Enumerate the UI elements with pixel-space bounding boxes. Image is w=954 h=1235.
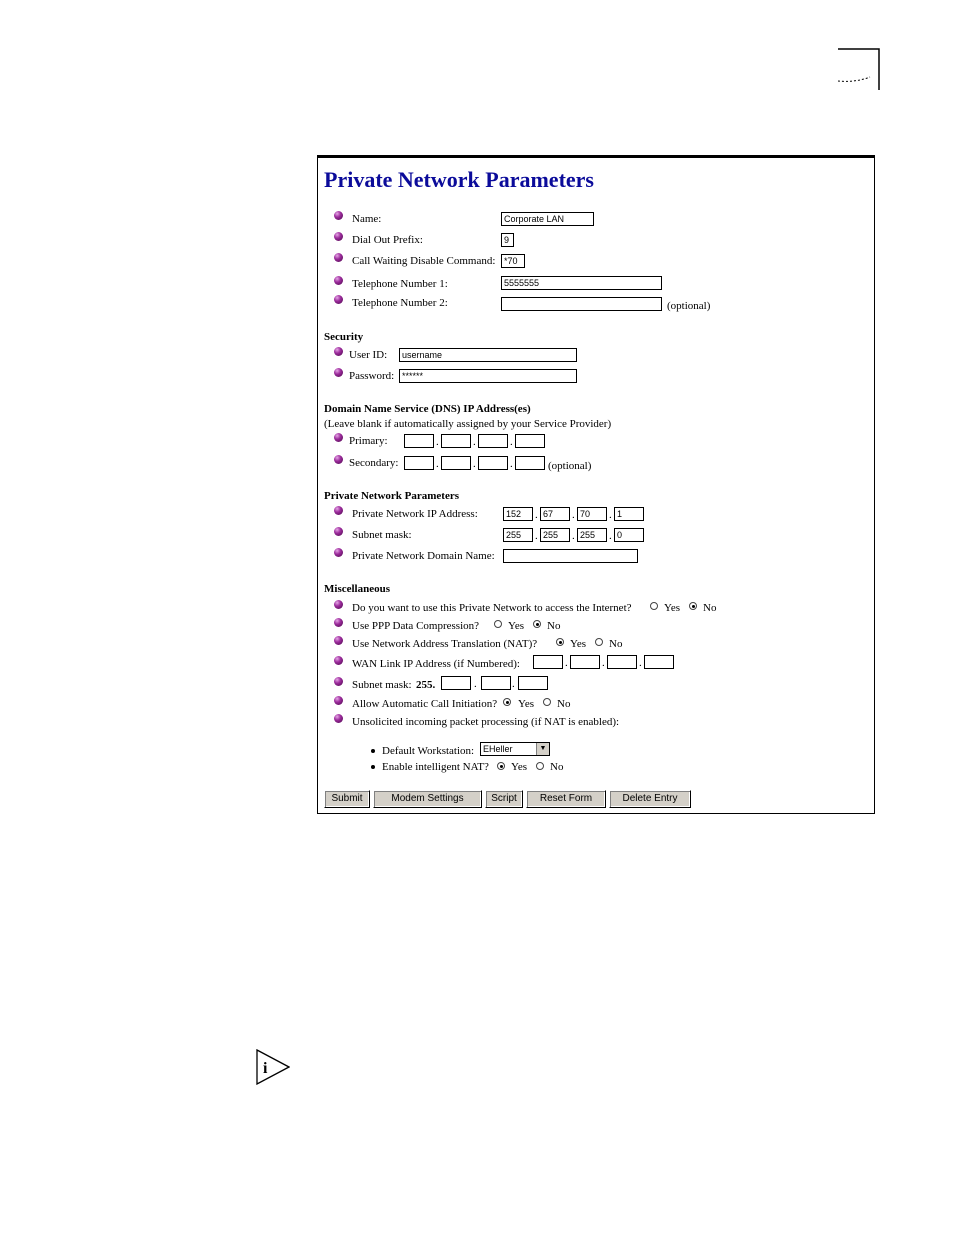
intelligent-nat-no-label: No (550, 761, 564, 773)
dial-prefix-label: Dial Out Prefix: (352, 234, 423, 246)
bullet-icon (334, 232, 343, 241)
dns-primary-octet-2[interactable] (441, 434, 471, 448)
dns-secondary-octet-1[interactable] (404, 456, 434, 470)
dns-secondary-octet-4[interactable] (515, 456, 545, 470)
bullet-icon (334, 455, 343, 464)
ppp-question: Use PPP Data Compression? (352, 620, 480, 632)
intelligent-nat-yes-radio[interactable] (497, 762, 505, 770)
private-ip-octet-4[interactable]: 1 (614, 507, 644, 521)
auto-call-question: Allow Automatic Call Initiation? (352, 698, 498, 710)
private-ip-octet-1[interactable]: 152 (503, 507, 533, 521)
octet-separator: . (473, 436, 476, 448)
dial-prefix-field[interactable]: 9 (501, 233, 514, 247)
wan-ip-label: WAN Link IP Address (if Numbered): (352, 658, 520, 670)
octet-separator: . (572, 509, 575, 521)
bullet-icon (334, 656, 343, 665)
nat-yes-label: Yes (570, 638, 587, 650)
auto-call-no-radio[interactable] (543, 698, 551, 706)
call-waiting-field[interactable]: *70 (501, 254, 525, 268)
default-workstation-select[interactable] (480, 742, 550, 756)
tel2-field[interactable] (501, 297, 662, 311)
dns-secondary-optional: (optional) (548, 460, 592, 472)
dns-primary-label: Primary: (349, 435, 388, 447)
octet-separator: . (535, 530, 538, 542)
dns-secondary-octet-3[interactable] (478, 456, 508, 470)
info-icon (256, 1049, 290, 1085)
octet-separator: . (565, 657, 568, 669)
octet-separator: . (602, 657, 605, 669)
bullet-icon (334, 253, 343, 262)
default-workstation-label: Default Workstation: (382, 745, 475, 757)
bullet-icon (334, 527, 343, 536)
bullet-icon (334, 714, 343, 723)
bullet-icon (334, 677, 343, 686)
call-waiting-label: Call Waiting Disable Command: (352, 255, 496, 267)
bullet-icon (334, 506, 343, 515)
dns-heading: Domain Name Service (DNS) IP Address(es) (324, 403, 531, 415)
ppp-yes-radio[interactable] (494, 620, 502, 628)
tel2-label: Telephone Number 2: (352, 297, 448, 309)
intelligent-nat-yes-label: Yes (511, 761, 528, 773)
octet-separator: . (436, 436, 439, 448)
private-ip-octet-3[interactable]: 70 (577, 507, 607, 521)
octet-separator: . (609, 530, 612, 542)
dns-primary-octet-1[interactable] (404, 434, 434, 448)
private-domain-field[interactable] (503, 549, 638, 563)
bullet-icon (334, 211, 343, 220)
wan-mask-octet-4[interactable] (518, 676, 548, 690)
user-id-label: User ID: (349, 349, 388, 361)
octet-separator: . (510, 436, 513, 448)
internet-no-radio[interactable] (689, 602, 697, 610)
octet-separator: . (436, 458, 439, 470)
wan-ip-octet-3[interactable] (607, 655, 637, 669)
octet-separator: . (510, 458, 513, 470)
unsolicited-label: Unsolicited incoming packet processing (if NAT is enabled): (352, 716, 620, 728)
dns-primary-octet-4[interactable] (515, 434, 545, 448)
internet-question: Do you want to use this Private Network to access the Internet? (352, 602, 632, 614)
name-field[interactable]: Corporate LAN (501, 212, 594, 226)
tel2-optional: (optional) (667, 300, 711, 312)
internet-yes-radio[interactable] (650, 602, 658, 610)
bullet-icon (334, 600, 343, 609)
private-mask-octet-3[interactable]: 255 (577, 528, 607, 542)
octet-separator: . (572, 530, 575, 542)
intelligent-nat-no-radio[interactable] (536, 762, 544, 770)
octet-separator: . (473, 458, 476, 470)
password-label: Password: (349, 370, 395, 382)
nat-yes-radio[interactable] (556, 638, 564, 646)
auto-call-yes-label: Yes (518, 698, 535, 710)
auto-call-yes-radio[interactable] (503, 698, 511, 706)
bullet-icon (334, 347, 343, 356)
private-ip-octet-2[interactable]: 67 (540, 507, 570, 521)
bullet-icon (334, 276, 343, 285)
tel1-label: Telephone Number 1: (352, 278, 448, 290)
intelligent-nat-question: Enable intelligent NAT? (382, 761, 489, 773)
name-label: Name: (352, 213, 382, 225)
wan-ip-octet-2[interactable] (570, 655, 600, 669)
ppp-no-label: No (547, 620, 561, 632)
default-workstation-value: EHeller (483, 744, 513, 754)
dns-secondary-label: Secondary: (349, 457, 399, 469)
list-bullet-icon (371, 765, 375, 769)
octet-separator: . (535, 509, 538, 521)
wan-ip-octet-1[interactable] (533, 655, 563, 669)
wan-mask-octet-2[interactable] (441, 676, 471, 690)
internet-yes-label: Yes (664, 602, 681, 614)
chevron-down-icon[interactable]: ▼ (536, 743, 549, 755)
reset-form-button[interactable]: Reset Form (526, 790, 606, 808)
corner-mark-icon (838, 48, 880, 90)
security-heading: Security (324, 331, 364, 343)
page-title: Private Network Parameters (324, 167, 594, 192)
private-mask-label: Subnet mask: (352, 529, 412, 541)
submit-button[interactable]: Submit (324, 790, 370, 808)
svg-text:i: i (263, 1060, 268, 1077)
wan-ip-octet-4[interactable] (644, 655, 674, 669)
wan-mask-label: Subnet mask: (352, 679, 412, 691)
private-heading: Private Network Parameters (324, 490, 459, 502)
password-field[interactable]: ****** (399, 369, 577, 383)
wan-mask-prefix: 255. (416, 679, 436, 691)
bullet-icon (334, 636, 343, 645)
nat-no-label: No (609, 638, 623, 650)
ppp-yes-label: Yes (508, 620, 525, 632)
bullet-icon (334, 548, 343, 557)
wan-mask-octet-3[interactable] (481, 676, 511, 690)
private-domain-label: Private Network Domain Name: (352, 550, 495, 562)
delete-entry-button[interactable]: Delete Entry (609, 790, 691, 808)
private-ip-label: Private Network IP Address: (352, 508, 478, 520)
user-id-field[interactable]: username (399, 348, 577, 362)
bullet-icon (334, 618, 343, 627)
ppp-no-radio[interactable] (533, 620, 541, 628)
private-mask-octet-2[interactable]: 255 (540, 528, 570, 542)
modem-settings-button[interactable]: Modem Settings (373, 790, 482, 808)
list-bullet-icon (371, 749, 375, 753)
misc-heading: Miscellaneous (324, 583, 390, 595)
bullet-icon (334, 433, 343, 442)
octet-separator: . (512, 678, 515, 690)
dns-note: (Leave blank if automatically assigned by your Service Provider) (324, 418, 612, 430)
internet-no-label: No (703, 602, 717, 614)
script-button[interactable]: Script (485, 790, 523, 808)
bullet-icon (334, 295, 343, 304)
private-mask-octet-1[interactable]: 255 (503, 528, 533, 542)
nat-no-radio[interactable] (595, 638, 603, 646)
octet-separator: . (609, 509, 612, 521)
private-mask-octet-4[interactable]: 0 (614, 528, 644, 542)
octet-separator: . (474, 678, 477, 690)
dns-primary-octet-3[interactable] (478, 434, 508, 448)
tel1-field[interactable]: 5555555 (501, 276, 662, 290)
octet-separator: . (639, 657, 642, 669)
nat-question: Use Network Address Translation (NAT)? (352, 638, 538, 650)
bullet-icon (334, 368, 343, 377)
auto-call-no-label: No (557, 698, 571, 710)
dns-secondary-octet-2[interactable] (441, 456, 471, 470)
bullet-icon (334, 696, 343, 705)
